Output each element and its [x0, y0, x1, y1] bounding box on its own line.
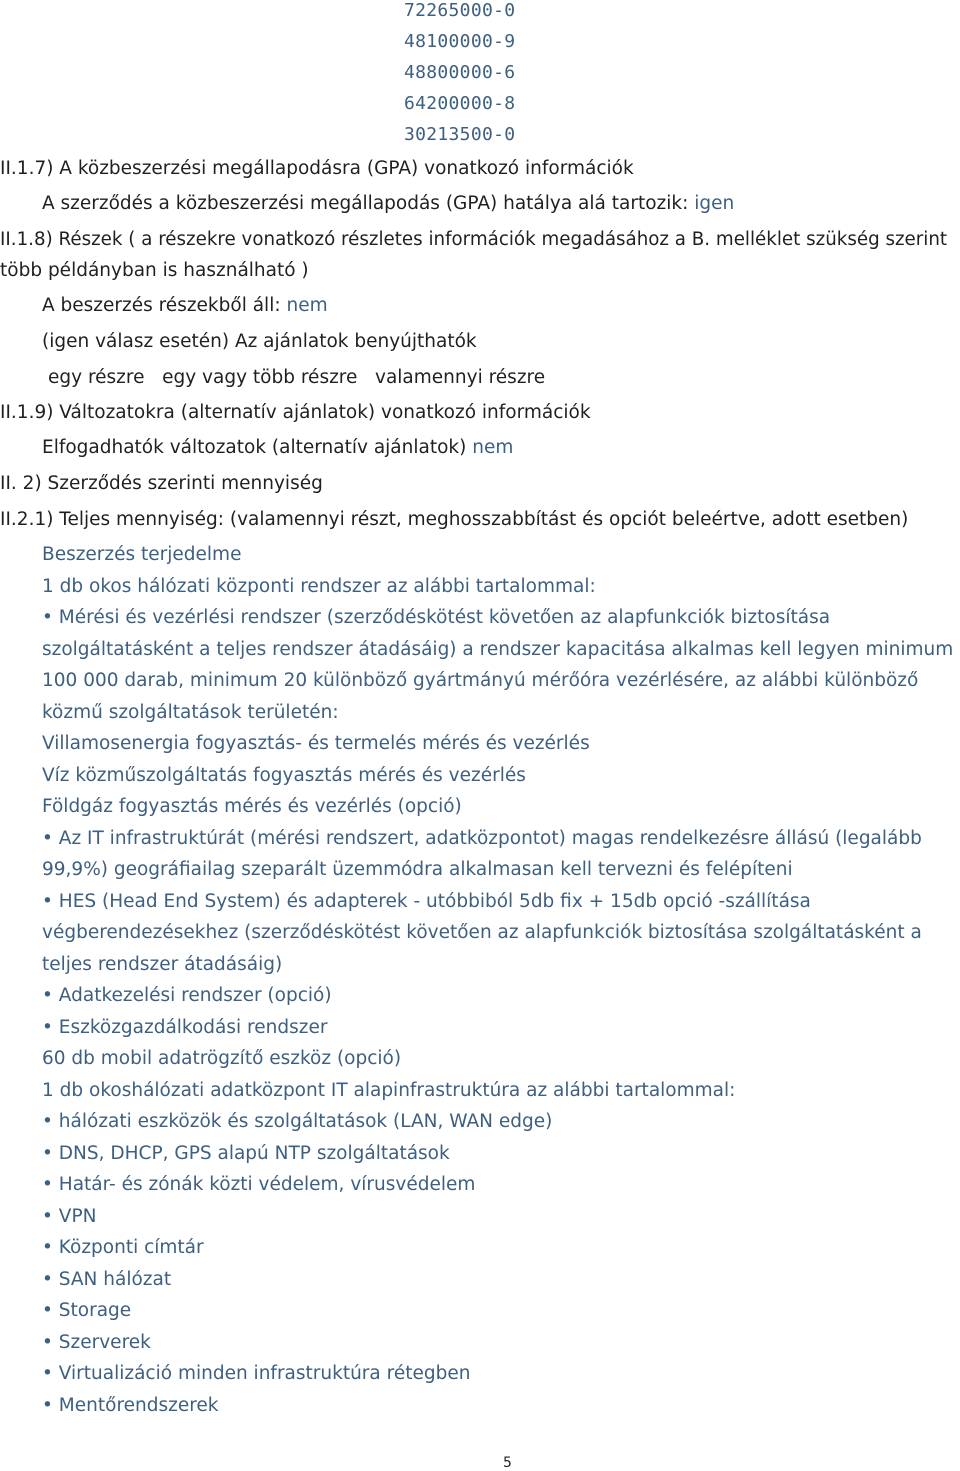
scope-line: Földgáz fogyasztás mérés és vezérlés (opció) — [42, 796, 462, 817]
scope-title: Beszerzés terjedelme — [42, 544, 242, 565]
scope-bullet: • Virtualizáció minden infrastruktúra rétegben — [42, 1362, 470, 1386]
scope-bullet: • Központi címtár — [42, 1236, 204, 1260]
scope-line: 1 db okoshálózati adatközpont IT alapinfrastruktúra az alábbi tartalommal: — [42, 1080, 736, 1101]
scope-line: közmű szolgáltatások területén: — [42, 702, 339, 723]
cpv-code: 64200000-8 — [404, 93, 516, 114]
scope-bullet: • SAN hálózat — [42, 1268, 171, 1292]
section-heading-parts: II.1.8) Részek ( a részekre vonatkozó részletes információk megadásához a B. melléklet szükség szerint — [0, 229, 948, 250]
page-number: 5 — [503, 1455, 512, 1471]
scope-bullet: • hálózati eszközök és szolgáltatások (LAN, WAN edge) — [42, 1110, 552, 1134]
section-heading-total-quantity: II.2.1) Teljes mennyiség: (valamennyi részt, meghosszabbítást és opciót beleértve, adott esetben) — [0, 509, 909, 530]
parts-value: nem — [286, 295, 328, 316]
cpv-code: 30213500-0 — [404, 124, 516, 145]
scope-bullet: • VPN — [42, 1205, 96, 1229]
scope-bullet: • Adatkezelési rendszer (opció) — [42, 984, 332, 1008]
variants-label: Elfogadhatók változatok (alternatív ajánlatok) — [42, 437, 467, 458]
scope-bullet: • Mérési és vezérlési rendszer (szerződéskötést követően az alapfunkciók biztosítása — [42, 606, 830, 630]
scope-line: teljes rendszer átadásáig) — [42, 954, 283, 975]
gpa-label: A szerződés a közbeszerzési megállapodás (GPA) hatálya alá tartozik: — [42, 193, 689, 214]
section-heading-quantity: II. 2) Szerződés szerinti mennyiség — [0, 473, 323, 494]
scope-bullet: • Az IT infrastruktúrát (mérési rendszert, adatközpontot) magas rendelkezésre állású (legalább — [42, 827, 922, 851]
parts-statement — [42, 294, 328, 318]
scope-bullet: • DNS, DHCP, GPS alapú NTP szolgáltatások — [42, 1142, 450, 1166]
scope-bullet: • Storage — [42, 1299, 131, 1323]
gpa-value: igen — [694, 193, 735, 214]
cpv-code: 72265000-0 — [404, 0, 516, 21]
section-heading-gpa: II.1.7) A közbeszerzési megállapodásra (GPA) vonatkozó információk — [0, 158, 634, 179]
variants-statement — [42, 436, 513, 460]
section-heading-variants: II.1.9) Változatokra (alternatív ajánlatok) vonatkozó információk — [0, 402, 591, 423]
cpv-code: 48100000-9 — [404, 31, 516, 52]
scope-line: 60 db mobil adatrögzítő eszköz (opció) — [42, 1048, 402, 1069]
scope-line: 1 db okos hálózati központi rendszer az alábbi tartalommal: — [42, 576, 596, 597]
parts-label: A beszerzés részekből áll: — [42, 295, 281, 316]
scope-line: szolgáltatásként a teljes rendszer átadásáig) a rendszer kapacitása alkalmas kell legyen minimum — [42, 639, 954, 660]
scope-bullet: • Mentőrendszerek — [42, 1394, 219, 1418]
scope-bullet: • Eszközgazdálkodási rendszer — [42, 1016, 327, 1040]
gpa-statement — [42, 192, 734, 216]
scope-line: Víz közműszolgáltatás fogyasztás mérés és vezérlés — [42, 765, 526, 786]
offers-note: (igen válasz esetén) Az ajánlatok benyújthatók — [42, 331, 477, 352]
scope-line: 100 000 darab, minimum 20 különböző gyártmányú mérőóra vezérlésére, az alábbi különböző — [42, 670, 919, 691]
scope-line: Villamosenergia fogyasztás- és termelés mérés és vezérlés — [42, 733, 590, 754]
offer-options: egy részre egy vagy több részre valamennyi részre — [48, 367, 546, 388]
scope-bullet: • Határ- és zónák közti védelem, vírusvédelem — [42, 1173, 475, 1197]
scope-bullet: • HES (Head End System) és adapterek - utóbbiból 5db fix + 15db opció -szállítása — [42, 890, 811, 914]
scope-line: 99,9%) geográfiailag szeparált üzemmódra alkalmasan kell tervezni és felépíteni — [42, 859, 793, 880]
scope-line: végberendezésekhez (szerződéskötést követően az alapfunkciók biztosítása szolgáltatásként a — [42, 922, 922, 943]
cpv-code: 48800000-6 — [404, 62, 516, 83]
variants-value: nem — [472, 437, 514, 458]
section-heading-parts-cont: több példányban is használható ) — [0, 260, 309, 281]
scope-bullet: • Szerverek — [42, 1331, 151, 1355]
